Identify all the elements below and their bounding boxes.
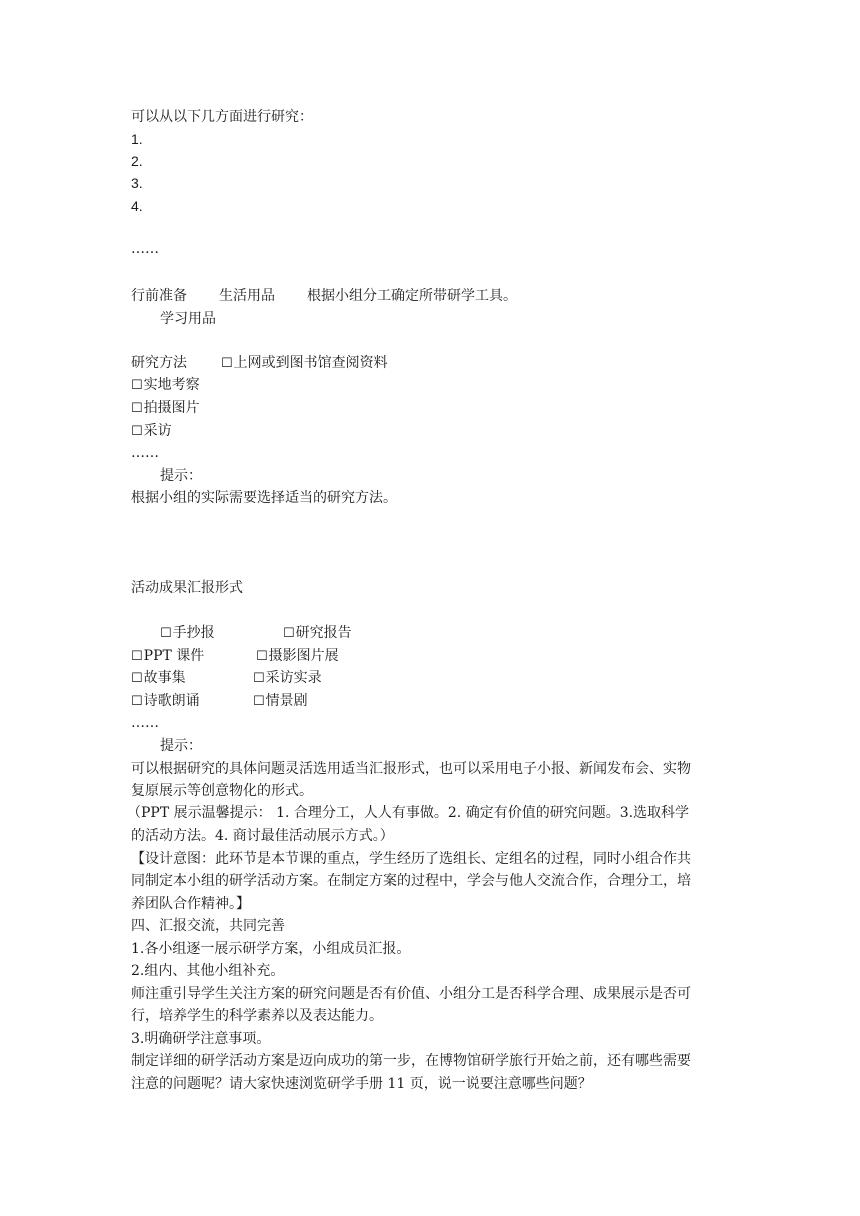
- prep-life: 生活用品: [219, 288, 275, 304]
- method-item: 采访: [143, 423, 172, 439]
- design-intent-line: 【设计意图：此环节是本节课的重点，学生经历了选组长、定组名的过程，同时小组合作共: [131, 851, 691, 867]
- design-intent-line: 同制定本小组的研学活动方案。在制定方案的过程中，学会与他人交流合作，合理分工，培: [131, 873, 691, 889]
- closing-line: 制定详细的研学活动方案是迈向成功的第一步，在博物馆研学旅行开始之前，还有哪些需要: [131, 1053, 691, 1069]
- checkbox-icon: ☐: [131, 378, 143, 393]
- checkbox-icon: ☐: [131, 694, 143, 709]
- results-title: 活动成果汇报形式: [131, 580, 243, 596]
- tip-label: 提示：: [160, 738, 202, 754]
- checkbox-icon: ☐: [131, 671, 143, 686]
- step-text: 1.各小组逐一展示研学方案，小组成员汇报。: [131, 941, 411, 957]
- result-item: 采访实录: [265, 670, 322, 686]
- results-row: [160, 622, 215, 644]
- method-row: [131, 397, 200, 419]
- prep-row: [131, 285, 517, 307]
- result-item: 情景剧: [265, 693, 308, 709]
- closing-line: 注意的问题呢？请大家快速浏览研学手册 11 页，说一说要注意哪些问题？: [131, 1076, 592, 1092]
- prep-study: 学习用品: [160, 311, 216, 327]
- method-row: [131, 374, 200, 396]
- results-row: [283, 622, 352, 644]
- intro-text: 可以从以下几方面进行研究：: [131, 109, 313, 125]
- step-text: 2.组内、其他小组补充。: [131, 963, 285, 979]
- result-item: 研究报告: [295, 625, 352, 641]
- result-item: 诗歌朗诵: [143, 693, 200, 709]
- method-item: 上网或到图书馆查阅资料: [233, 355, 388, 371]
- checkbox-icon: ☐: [131, 649, 143, 664]
- prep-label: 行前准备: [131, 288, 187, 304]
- ppt-tip-line: （PPT 展示温馨提示： 1. 合理分工，人人有事做。2. 确定有价值的研究问题。3.选取科学: [127, 805, 690, 821]
- checkbox-icon: ☐: [131, 401, 143, 416]
- checkbox-icon: ☐: [221, 356, 233, 371]
- design-intent-line: 养团队合作精神。】: [131, 896, 250, 912]
- results-row: [253, 690, 308, 712]
- list-item: 3.: [131, 175, 143, 191]
- methods-label: 研究方法: [131, 355, 187, 371]
- results-row: [131, 690, 200, 712]
- method-item: 拍摄图片: [143, 400, 200, 416]
- checkbox-icon: ☐: [253, 694, 265, 709]
- list-item: 4.: [131, 198, 143, 214]
- tip-line: 可以根据研究的具体问题灵活选用适当汇报形式，也可以采用电子小报、新闻发布会、实物: [131, 761, 691, 777]
- ellipsis: ……: [131, 241, 159, 257]
- step-text: 3.明确研学注意事项。: [131, 1031, 271, 1047]
- result-item: PPT 课件: [143, 648, 205, 664]
- tip-line: 复原展示等创意物化的形式。: [131, 783, 313, 799]
- results-row: [131, 645, 204, 667]
- section-heading: 四、汇报交流，共同完善: [131, 918, 285, 934]
- ppt-tip-line: 的活动方法。4. 商讨最佳活动展示方式。）: [131, 828, 394, 844]
- checkbox-icon: ☐: [256, 649, 268, 664]
- list-item: 1.: [131, 131, 143, 147]
- tip-label: 提示：: [160, 468, 202, 484]
- result-item: 摄影图片展: [268, 648, 339, 664]
- results-row: [131, 667, 186, 689]
- checkbox-icon: ☐: [253, 671, 265, 686]
- teacher-guidance-line: 师注重引导学生关注方案的研究问题是否有价值、小组分工是否科学合理、成果展示是否可: [131, 986, 691, 1002]
- teacher-guidance-line: 行，培养学生的科学素养以及表达能力。: [131, 1008, 383, 1024]
- checkbox-icon: ☐: [160, 626, 172, 641]
- method-item: 实地考察: [143, 377, 200, 393]
- result-item: 故事集: [143, 670, 186, 686]
- result-item: 手抄报: [172, 625, 215, 641]
- checkbox-icon: ☐: [283, 626, 295, 641]
- methods-row: [131, 352, 388, 374]
- list-item: 2.: [131, 153, 143, 169]
- ellipsis: ……: [131, 715, 159, 731]
- tip-text: 根据小组的实际需要选择适当的研究方法。: [131, 490, 397, 506]
- ellipsis: ……: [131, 445, 159, 461]
- method-row: [131, 420, 172, 442]
- results-row: [253, 667, 322, 689]
- checkbox-icon: ☐: [131, 424, 143, 439]
- prep-note: 根据小组分工确定所带研学工具。: [307, 288, 517, 304]
- results-row: [256, 645, 339, 667]
